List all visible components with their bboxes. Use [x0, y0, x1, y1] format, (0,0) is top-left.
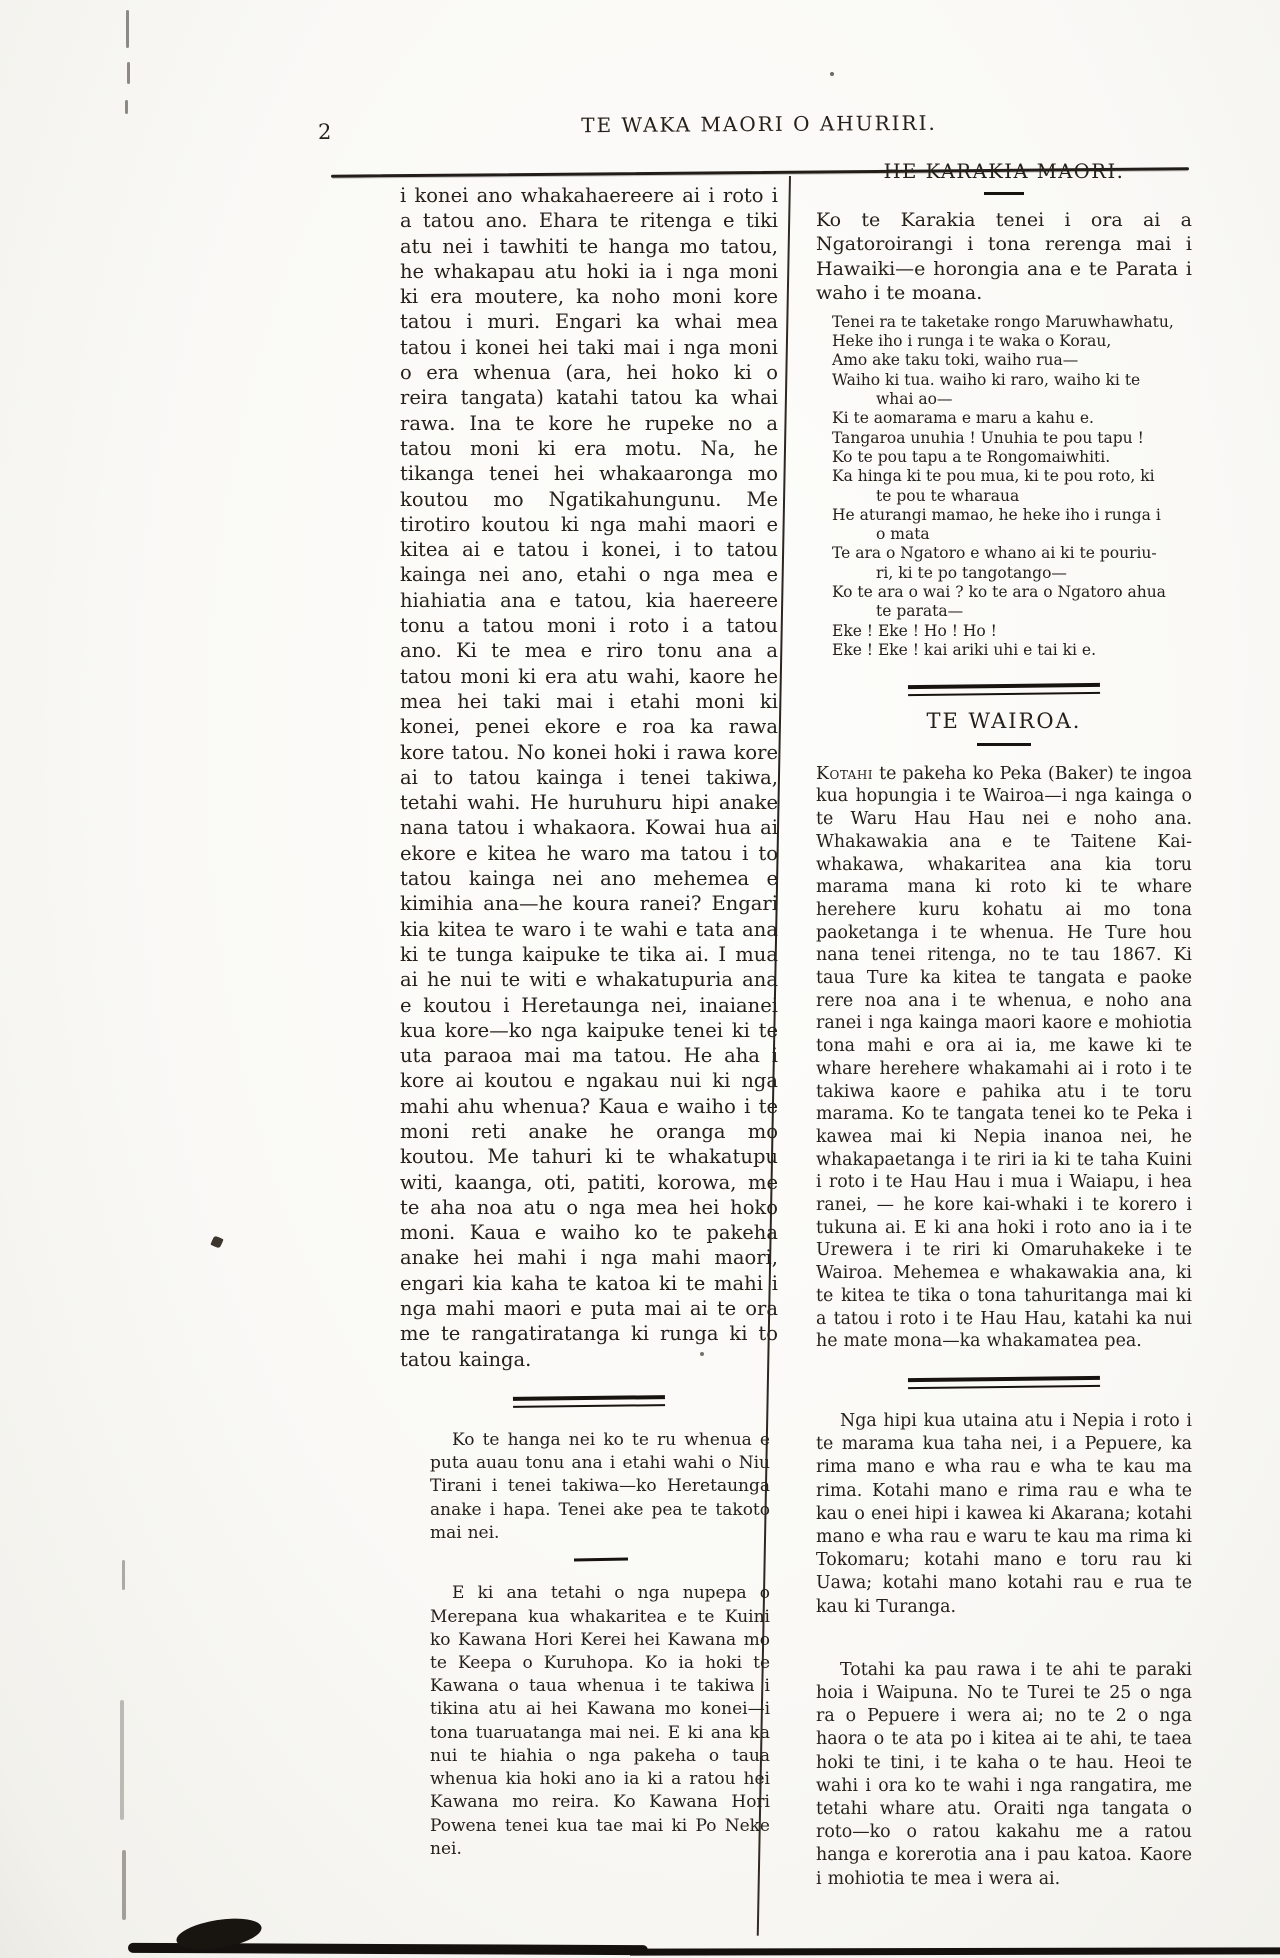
verse-line: whai ao— — [876, 390, 953, 409]
karakia-intro-paragraph: Ko te Karakia tenei i ora ai a Ngatoroirangi i tona rerenga mai i Hawaiki—e horongia ana e te Parata i waho i te moana. — [816, 208, 1192, 305]
verse-line: ri, ki te po tangotango— — [876, 563, 1067, 582]
note-separator-rule — [574, 1557, 628, 1560]
newspaper-masthead-title: TE WAKA MAORI O AHURIRI. — [581, 110, 937, 138]
verse-line: Eke ! Eke ! Ho ! Ho ! — [832, 621, 997, 640]
verse-line: Ka hinga ki te pou mua, ki te pou roto, ki — [832, 467, 1155, 486]
scan-margin-mark — [125, 100, 128, 114]
verse-line: Waiho ki tua. waiho ki raro, waiho ki te — [832, 370, 1141, 389]
barracks-fire-news-paragraph: Totahi ka pau rawa i te ahi te paraki hoia i Waipuna. No te Turei te 25 o nga ra o Pepuere i wera ai; no te 2 o nga haora o te ata po i kitea ai te ahi, te taea hoki te tini, i te kaha o te hau. Heoi te wahi i ora ko te wahi i nga rangatira, me tetahi whare atu. Oraiti nga tangata o roto—ko o ratou kakahu me a ratou hanga e korerotia ana i pau katoa. Kaore i mohiotia te mea i wera ai. — [816, 1659, 1192, 1889]
scan-margin-mark — [126, 10, 129, 48]
article-body-text: te pakeha ko Peka (Baker) te ingoa kua hopungia i te Wairoa—i nga kainga o te Waru Hau Hau nei e noho ana. Whakawakia ana e te Taitene Kai-whakawa, whakaritea ana kia toru marama mana ki roto ki te whare herehere kuru kohatu ai mo tona paoketanga i te whenua. He Ture hou nana tenei ritenga, no te tau 1867. Ki taua Ture ka kitea te tangata e paoke rere noa ana i te whenua, e noho ana ranei i nga kainga maori kaore e mohiotia tona mahi e ora ai ia, me kawe ki te whare herehere whakamahi ai i roto i te takiwa kaore e pahika atu i te toru marama. Ko te tangata tenei ko te Peka i kawea mai ki Nepia inanoa nei, he whakapaetanga i te riri ia ki te taha Kuini i roto i te Hau Hau i mua i Waiapu, i hea ranei, — he kore kai-whaki i te korero i tukuna ai. E ki ana hoki i roto ano ia i te Urewera i te riri ki Omaruhakeke i te Wairoa. Mehemea e whakawakia ana, ki te kitea te tika o tona tahuritanga mai ki a tatou i roto i te Hau Hau, katahi ka nui he mate mona—ka whakamatea pea. — [816, 763, 1192, 1352]
sheep-shipments-news-paragraph: Nga hipi kua utaina atu i Nepia i roto i te marama kua taha nei, i a Pepuere, ka rima mano e wha rau e wha te kau ma rima. Kotahi mano e rima rau e wha te kau o enei hipi i kawea ki Akarana; kotahi mano e wha rau e waru te kau ma rima ki Tokomaru; kotahi mano e toru rau ki Uawa; kotahi mano kotahi rau e rua te kau ki Turanga. — [816, 1411, 1192, 1617]
heading-underline-rule — [977, 743, 1031, 746]
section-separator-double-rule — [908, 1376, 1100, 1389]
scan-margin-mark — [122, 1850, 126, 1920]
verse-line: Tenei ra te taketake rongo Maruwhawhatu, — [832, 312, 1174, 331]
verse-line: Tangaroa unuhia ! Unuhia te pou tapu ! — [832, 428, 1144, 447]
heading-underline-rule — [984, 192, 1024, 195]
article-separator-double-rule — [513, 1395, 665, 1408]
verse-line: Ko te pou tapu a te Rongomaiwhiti. — [832, 447, 1111, 466]
article-continuation-text: i konei ano whakahaereere ai i roto i a tatou ano. Ehara te ritenga e tiki atu nei i tawhiti te hanga mo tatou, he whakapau atu hoki ia i nga moni ki era moutere, ka noho moni kore tatou i muri. Engari ka whai mea tatou i konei hei taki mai i nga moni o era whenua (ara, hei hoko ki o reira tangata) katahi tatou ka whai rawa. Ina te kore he rupeke no a tatou moni ki era motu. Na, he tikanga tenei hei whakaaronga mo koutou mo Ngatikahungunu. Me tirotiro koutou ki nga mahi maori e kitea ai e tatou i konei, i to tatou kainga nei ano, etahi o nga mea e hiahiatia ana e tatou, kia haereere tonu a tatou moni i roto i a tatou ano. Ki te mea e riro tonu ana a tatou moni ki era atu wahi, kaore he mea hei taki mai i etahi moni ki konei, penei ekore e roa ka rawa kore tatou. No konei hoki i rawa kore ai to tatou kainga i tenei takiwa, tetahi wahi. He huruhuru hipi anake nana tatou i whakaora. Kowai hua ai ekore e kitea he waro ma tatou i to tatou kainga nei ano mehemea e kimihia ana—he koura ranei? Engari kia kitea te waro i te wahi e tata ana ki te tunga kaipuke te tika ai. I mua ai he nui te witi e whakatupuria ana e koutou i Heretaunga nei, inaianei kua kore—ko nga kaipuke tenei ki te uta paraoa mai ma tatou. He aha i kore ai koutou e ngakau nui ki nga mahi ahu whenua? Kaua e waiho i te moni reti anake he oranga mo koutou. Me tahuri ki te whakatupu witi, kaanga, oti, patiti, korowa, me te aha noa atu o nga mea hei hoko moni. Kaua e waiho ko te pakeha anake hei mahi i nga mahi maori, engari kia kaha te katoa ki te mahi i nga mahi maori e puta mai ai te ora me te rangatiratanga ki runga ki to tatou kainga. — [400, 184, 778, 1371]
verse-line: te pou te wharaua — [876, 486, 1020, 505]
page-number: 2 — [318, 120, 332, 144]
scan-speck — [830, 72, 834, 76]
verse-line: Te ara o Ngatoro e whano ai ki te pouriu- — [832, 544, 1157, 563]
scan-speck — [700, 1352, 704, 1356]
verse-line: Eke ! Eke ! kai ariki uhi e tai ki e. — [832, 640, 1097, 659]
verse-line: He aturangi mamao, he heke iho i runga i — [832, 505, 1161, 524]
verse-line: Ki te aomarama e maru a kahu e. — [832, 409, 1094, 428]
scan-margin-mark — [127, 62, 130, 84]
section-separator-double-rule — [908, 683, 1100, 696]
verse-line: Ko te ara o wai ? ko te ara o Ngatoro ahua — [832, 583, 1166, 602]
governor-grey-note-paragraph: E ki ana tetahi o nga nupepa o Merepana kua whakaritea e te Kuini ko Kawana Hori Kerei hei Kawana mo te Keepa o Kuruhopa. Ko ia hoki te Kawana o taua whenua i te takiwa i tikina atu ai hei Kawana mo konei—i tona tuaruatanga mai nei. E ki ana ka nui te hiahia o nga pakeha o taua whenua kia hoki ano ia ki a ratou hei Kawana mo reira. Ko Kawana Hori Powena tenei kua tae mai ki Po Neke nei. — [430, 1583, 770, 1859]
karakia-verse — [816, 313, 1192, 660]
scan-margin-mark — [122, 1560, 125, 1590]
wairoa-section-heading: TE WAIROA. — [926, 709, 1082, 734]
earthquake-note-paragraph: Ko te hanga nei ko te ru whenua e puta auau tonu ana i etahi wahi o Niu Tirani i tenei takiwa—ko Heretaunga anake i hapa. Tenei ake pea te takoto mai nei. — [430, 1429, 770, 1543]
verse-line: te parata— — [876, 602, 964, 621]
verse-line: Heke iho i runga i te waka o Korau, — [832, 332, 1112, 351]
verse-line: o mata — [876, 525, 930, 544]
wairoa-article-paragraph — [816, 763, 1192, 1353]
scan-edge-artifact — [630, 1947, 1280, 1955]
verse-line: Amo ake taku toki, waiho rua— — [832, 351, 1079, 370]
ink-blot-artifact — [210, 1235, 223, 1248]
karakia-section-heading: HE KARAKIA MAORI. — [883, 160, 1125, 183]
right-column — [816, 160, 1192, 1891]
left-column — [400, 183, 778, 1861]
scan-margin-mark — [120, 1700, 124, 1820]
article-lead-word: Kotahi — [816, 763, 874, 784]
